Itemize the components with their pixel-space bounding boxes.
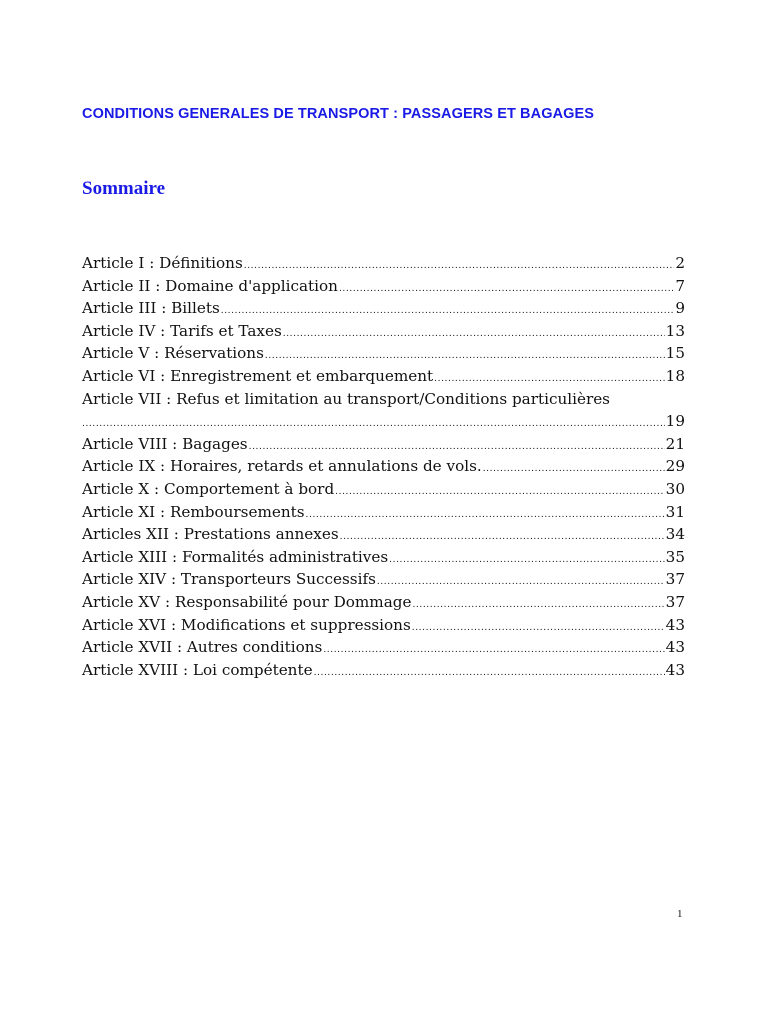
document-title: CONDITIONS GENERALES DE TRANSPORT : PASSAGERS ET BAGAGES xyxy=(82,106,595,122)
toc-entry-page: 21 xyxy=(665,434,685,453)
toc-entry-page: 7 xyxy=(675,276,685,295)
toc-entry-page: 43 xyxy=(665,638,685,657)
toc-entry-article-16[interactable] xyxy=(82,614,685,637)
toc-entry-page: 19 xyxy=(665,412,685,431)
toc-entry-label: Article VI : Enregistrement et embarquement xyxy=(82,366,434,385)
toc-entry-label: Article II : Domaine d'application xyxy=(82,276,338,295)
toc-entry-page: 31 xyxy=(665,502,685,521)
toc-entry-page: 13 xyxy=(665,321,685,340)
toc-entry-label: Article III : Billets xyxy=(82,299,220,318)
toc-entry-article-4[interactable] xyxy=(82,320,685,343)
toc-entry-page: 30 xyxy=(665,479,685,498)
toc-entry-label: Article VII : Refus et limitation au transport/Conditions particulières xyxy=(82,389,610,408)
toc-entry-page: 15 xyxy=(665,344,685,363)
toc-dot-leader xyxy=(323,639,664,662)
toc-dot-leader xyxy=(412,617,665,640)
toc-entry-article-7[interactable] xyxy=(82,388,685,411)
toc-dot-leader xyxy=(283,323,665,346)
toc-dot-leader xyxy=(483,458,665,481)
toc-dot-leader xyxy=(335,481,665,504)
toc-dot-leader xyxy=(221,300,675,323)
toc-dot-leader xyxy=(339,278,674,301)
toc-entry-article-13[interactable] xyxy=(82,546,685,569)
toc-entry-page: 29 xyxy=(665,457,685,476)
toc-entry-label: Article X : Comportement à bord xyxy=(82,479,335,498)
page-number: 1 xyxy=(677,908,683,920)
toc-entry-article-11[interactable] xyxy=(82,501,685,524)
toc-entry-article-17[interactable] xyxy=(82,636,685,659)
toc-entry-article-7-continuation[interactable] xyxy=(82,410,685,433)
toc-entry-article-3[interactable] xyxy=(82,297,685,320)
toc-entry-label: Article XIV : Transporteurs Successifs xyxy=(82,570,376,589)
toc-entry-article-9[interactable] xyxy=(82,455,685,478)
toc-entry-label: Article I : Définitions xyxy=(82,254,243,272)
toc-entry-article-10[interactable] xyxy=(82,478,685,501)
toc-entry-label: Article V : Réservations xyxy=(82,344,264,363)
toc-entry-page: 43 xyxy=(665,660,685,679)
toc-entry-page: 2 xyxy=(675,254,685,272)
toc-entry-article-5[interactable] xyxy=(82,342,685,365)
toc-entry-page: 37 xyxy=(665,592,685,611)
toc-entry-label: Article XIII : Formalités administratives xyxy=(82,547,389,566)
toc-entry-label: Article IV : Tarifs et Taxes xyxy=(82,321,282,340)
toc-entry-page: 43 xyxy=(665,615,685,634)
toc-entry-article-2[interactable] xyxy=(82,275,685,298)
toc-heading: Sommaire xyxy=(82,178,166,199)
toc-entry-page: 35 xyxy=(665,547,685,566)
toc-dot-leader xyxy=(314,662,665,685)
toc-entry-article-1[interactable] xyxy=(82,252,685,275)
toc-dot-leader xyxy=(306,504,665,527)
toc-dot-leader xyxy=(340,526,665,549)
toc-entry-article-15[interactable] xyxy=(82,591,685,614)
toc-entry-page: 34 xyxy=(665,525,685,544)
toc-entry-page: 37 xyxy=(665,570,685,589)
toc-entry-label: Article XVII : Autres conditions xyxy=(82,638,323,657)
toc-entry-article-8[interactable] xyxy=(82,433,685,456)
table-of-contents xyxy=(82,252,685,681)
toc-entry-label: Article XVI : Modifications et suppressions xyxy=(82,615,411,634)
toc-entry-article-18[interactable] xyxy=(82,659,685,682)
toc-entry-label: Articles XII : Prestations annexes xyxy=(82,525,339,544)
toc-entry-page: 9 xyxy=(675,299,685,318)
toc-entry-article-14[interactable] xyxy=(82,568,685,591)
toc-entry-label: Article XV : Responsabilité pour Dommage xyxy=(82,592,412,611)
toc-entry-label: Article IX : Horaires, retards et annulations de vols. xyxy=(82,457,482,476)
toc-entry-label: Article XI : Remboursements xyxy=(82,502,305,521)
toc-dot-leader xyxy=(377,571,665,594)
toc-dot-leader xyxy=(412,594,664,617)
toc-entry-article-12[interactable] xyxy=(82,523,685,546)
toc-dot-leader xyxy=(389,549,665,572)
toc-entry-label: Article XVIII : Loi compétente xyxy=(82,660,313,679)
toc-entry-article-6[interactable] xyxy=(82,365,685,388)
toc-entry-page: 18 xyxy=(665,366,685,385)
toc-entry-label: Article VIII : Bagages xyxy=(82,434,248,453)
